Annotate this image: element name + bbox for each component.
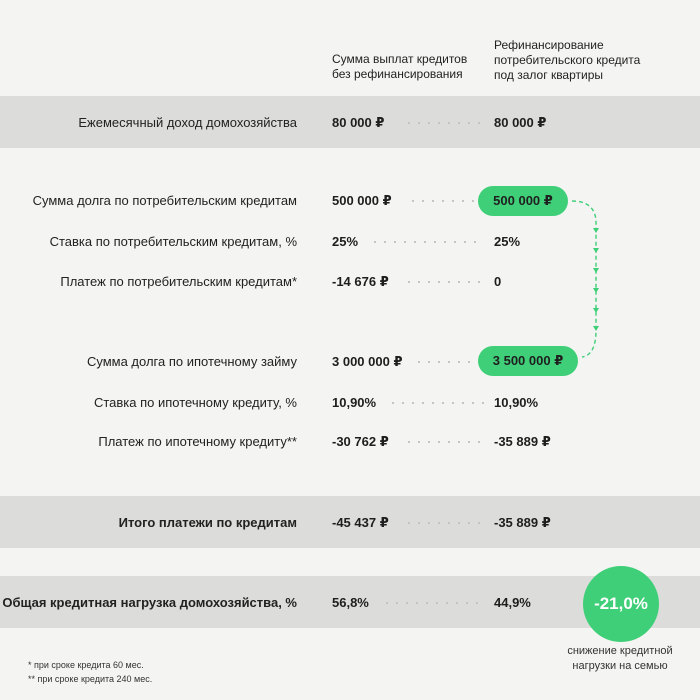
dotted-leader — [388, 402, 484, 404]
value-with-total-payments: -35 889 ₽ — [494, 515, 551, 530]
row-label-mortgage-rate: Ставка по ипотечному кредиту, % — [93, 395, 297, 410]
value-without-mortgage-debt: 3 000 000 ₽ — [332, 354, 403, 369]
footnote-mortgage-term: ** при сроке кредита 240 мес. — [28, 674, 153, 684]
highlight-pill-mortgage-debt: 3 500 000 ₽ — [478, 346, 578, 376]
dotted-leader — [370, 241, 484, 243]
value-without-consumer-payment: -14 676 ₽ — [332, 274, 389, 289]
row-label-debt-load: Общая кредитная нагрузка домохозяйства, % — [2, 595, 297, 610]
value-without-mortgage-payment: -30 762 ₽ — [332, 434, 389, 449]
value-without-mortgage-rate: 10,90% — [332, 395, 377, 410]
row-label-consumer-rate: Ставка по потребительским кредитам, % — [49, 234, 297, 249]
value-without-total-payments: -45 437 ₽ — [332, 515, 389, 530]
reduction-badge: -21,0% — [583, 566, 659, 642]
row-label-consumer-debt: Сумма долга по потребительским кредитам — [32, 193, 297, 208]
value-with-consumer-rate: 25% — [494, 234, 521, 249]
reduction-caption: снижение кредитной нагрузки на семью — [567, 645, 673, 672]
dotted-leader — [404, 522, 484, 524]
dotted-leader — [404, 122, 484, 124]
column-header-without-refinancing: Сумма выплат кредитов без рефинансирования — [332, 52, 468, 81]
highlight-pill-consumer-debt: 500 000 ₽ — [478, 186, 568, 216]
value-with-monthly-income: 80 000 ₽ — [494, 115, 547, 130]
value-with-mortgage-rate: 10,90% — [494, 395, 539, 410]
dotted-leader — [408, 200, 478, 202]
dotted-leader — [404, 441, 484, 443]
dotted-leader — [382, 602, 484, 604]
row-label-consumer-payment: Платеж по потребительским кредитам* — [60, 274, 297, 289]
row-label-total-payments: Итого платежи по кредитам — [118, 515, 297, 530]
value-with-consumer-payment: 0 — [494, 274, 502, 289]
footnote-consumer-term: * при сроке кредита 60 мес. — [28, 660, 144, 670]
dotted-leader — [414, 361, 478, 363]
column-header-with-refinancing: Рефинансирование потребительского кредита под залог квартиры — [494, 38, 641, 82]
row-label-monthly-income: Ежемесячный доход домохозяйства — [78, 115, 297, 130]
row-label-mortgage-debt: Сумма долга по ипотечному займу — [86, 354, 297, 369]
value-with-debt-load: 44,9% — [494, 595, 531, 610]
value-without-consumer-rate: 25% — [332, 234, 359, 249]
row-label-mortgage-payment: Платеж по ипотечному кредиту** — [98, 434, 297, 449]
transfer-arrow-icon — [560, 190, 620, 370]
value-without-monthly-income: 80 000 ₽ — [332, 115, 385, 130]
value-with-mortgage-payment: -35 889 ₽ — [494, 434, 551, 449]
value-without-consumer-debt: 500 000 ₽ — [332, 193, 392, 208]
dotted-leader — [404, 281, 484, 283]
value-without-debt-load: 56,8% — [332, 595, 369, 610]
